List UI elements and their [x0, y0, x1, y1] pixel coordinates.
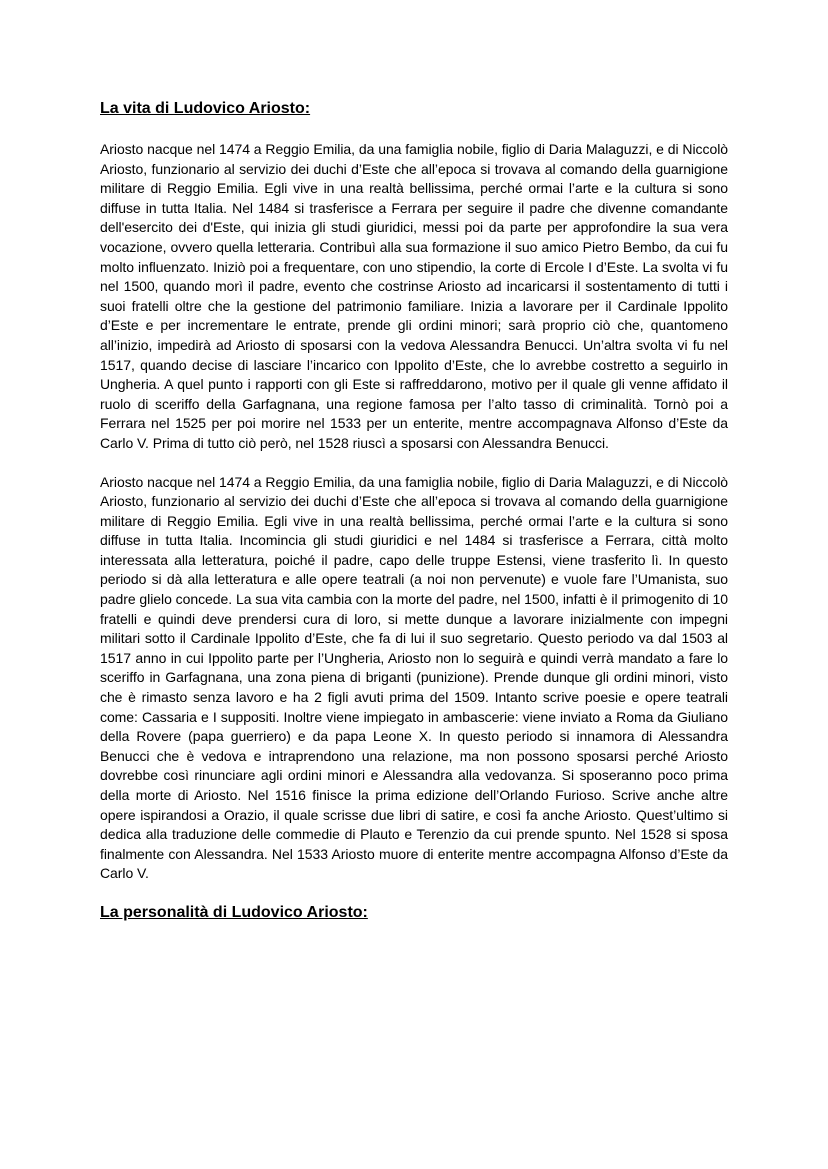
paragraph-2: Ariosto nacque nel 1474 a Reggio Emilia, da una famiglia nobile, figlio di Daria Malaguzzi, e di Niccolò Ariosto, funzionario al servizio dei duchi d’Este che all’epoca si trovava al comando della guarnigione militare di Reggio Emilia. Egli vive in una realtà bellissima, perché ormai l’arte e la cultura si sono diffuse in tutta Italia. Incomincia gli studi giuridici e nel 1484 si trasferisce a Ferrara, città molto interessata alla letteratura, poiché il padre, capo delle truppe Estensi, viene trasferito lì. In questo periodo si dà alla letteratura e alle opere teatrali (a noi non pervenute) e vuole fare l’Umanista, suo padre glielo concede. La sua vita cambia con la morte del padre, nel 1500, infatti è il primogenito di 10 fratelli e quindi deve prendersi cura di loro, si mette dunque a lavorare inizialmente con impegni militari sotto il Cardinale Ippolito d’Este, che fa di lui il suo segretario. Questo periodo va dal 1503 al 1517 anno in cui Ippolito parte per l’Ungheria, Ariosto non lo seguirà e quindi verrà mandato a fare lo sceriffo in Garfagnana, una zona piena di briganti (punizione). Prende dunque gli ordini minori, visto che è rimasto senza lavoro e ha 2 figli avuti prima del 1509. Intanto scrive poesie e opere teatrali come: Cassaria e I suppositi. Inoltre viene impiegato in ambascerie: viene inviato a Roma da Giuliano della Rovere (papa guerriero) e da papa Leone X. In questo periodo si innamora di Alessandra Benucci che è vedova e intraprendono una relazione, ma non possono sposarsi perché Ariosto dovrebbe così rinunciare agli ordini minori e Alessandra alla vedovanza. Si sposeranno poco prima della morte di Ariosto. Nel 1516 finisce la prima edizione dell’Orlando Furioso. Scrive anche altre opere ispirandosi a Orazio, il quale scrisse due libri di satire, e così fa anche Ariosto. Quest’ultimo si dedica alla traduzione delle commedie di Plauto e Terenzio da cui prende spunto. Nel 1528 si sposa finalmente con Alessandra. Nel 1533 Ariosto muore di enterite mentre accompagna Alfonso d’Este da Carlo V.: [100, 473, 728, 882]
document-page: [100, 98, 728, 924]
section-heading-personalita: La personalità di Ludovico Ariosto:: [100, 903, 368, 921]
paragraph-1: Ariosto nacque nel 1474 a Reggio Emilia, da una famiglia nobile, figlio di Daria Malaguzzi, e di Niccolò Ariosto, funzionario al servizio dei duchi d’Este che all’epoca si trovava al comando della guarnigione militare di Reggio Emilia. Egli vive in una realtà bellissima, perché ormai l’arte e la cultura si sono diffuse in tutta Italia. Nel 1484 si trasferisce a Ferrara per seguire il padre che divenne comandante dell'esercito dei d'Este, qui inizia gli studi giuridici, messi poi da parte per approfondire la sua vera vocazione, ovvero quella letteraria. Contribuì alla sua formazione il suo amico Pietro Bembo, da cui fu molto influenzato. Iniziò poi a frequentare, con uno stipendio, la corte di Ercole I d’Este. La svolta vi fu nel 1500, quando morì il padre, evento che costrinse Ariosto ad incaricarsi il sostentamento di tutti i suoi fratelli oltre che la gestione del patrimonio familiare. Inizia a lavorare per il Cardinale Ippolito d’Este e per incrementare le entrate, prende gli ordini minori; sarà proprio ciò che, quantomeno all’inizio, impedirà ad Ariosto di sposarsi con la vedova Alessandra Benucci. Un’altra svolta vi fu nel 1517, quando decise di lasciare l’incarico con Ippolito d’Este, che lo avrebbe costretto a seguirlo in Ungheria. A quel punto i rapporti con gli Este si raffreddarono, motivo per il quale gli venne affidato il ruolo di sceriffo della Garfagnana, una regione famosa per l’alto tasso di criminalità. Tornò poi a Ferrara nel 1525 per poi morire nel 1533 per un enterite, mentre accompagnava Alfonso d’Este da Carlo V. Prima di tutto ciò però, nel 1528 riuscì a sposarsi con Alessandra Benucci.: [100, 141, 728, 451]
section-heading-vita: La vita di Ludovico Ariosto:: [100, 100, 311, 117]
